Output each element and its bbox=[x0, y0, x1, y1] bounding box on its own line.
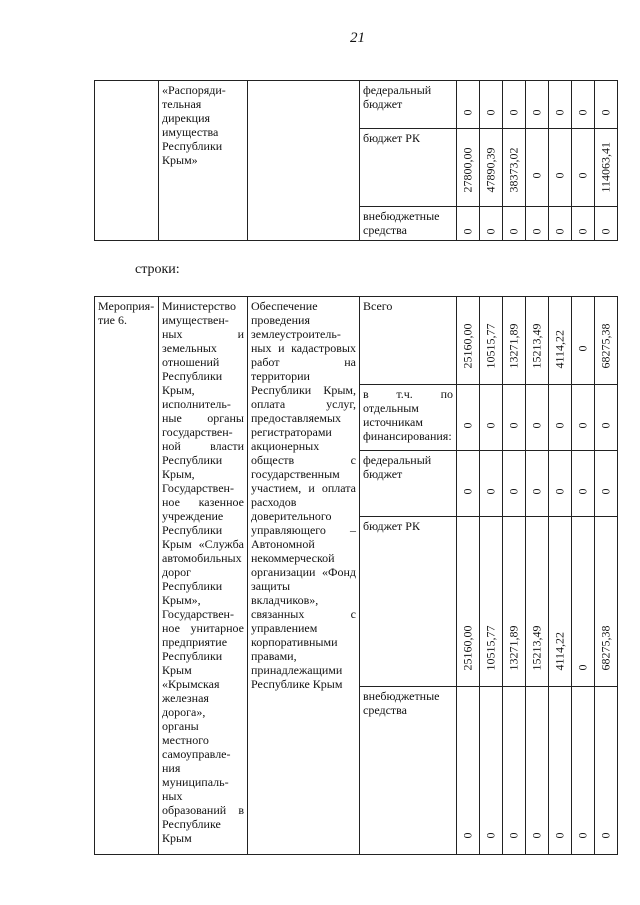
organization-cell bbox=[159, 81, 248, 241]
value: 15213,49 bbox=[529, 323, 544, 369]
source-cell bbox=[360, 207, 457, 241]
value-cell bbox=[480, 687, 503, 855]
value-cell bbox=[480, 517, 503, 687]
value-cell bbox=[480, 81, 503, 129]
value-cell bbox=[549, 129, 572, 207]
value-cell bbox=[503, 207, 526, 241]
value-cell bbox=[549, 297, 572, 385]
value: 10515,77 bbox=[483, 323, 498, 369]
organization-name: «Распоряди-тельная дирекция имущества Республики Крым» bbox=[162, 83, 226, 167]
value: 0 bbox=[506, 228, 521, 234]
value: 0 bbox=[483, 488, 498, 494]
value-cell bbox=[480, 207, 503, 241]
value: 0 bbox=[483, 422, 498, 428]
value: 0 bbox=[552, 172, 567, 178]
source-label: бюджет РК bbox=[363, 519, 420, 533]
value-cell bbox=[526, 297, 549, 385]
value: 0 bbox=[529, 109, 544, 115]
value: 0 bbox=[483, 228, 498, 234]
page-number: 21 bbox=[350, 30, 365, 46]
value: 0 bbox=[529, 422, 544, 428]
value-cell bbox=[572, 81, 595, 129]
value-cell bbox=[595, 451, 618, 517]
value: 0 bbox=[598, 228, 613, 234]
description-cell bbox=[248, 297, 360, 855]
value-cell bbox=[503, 81, 526, 129]
value: 0 bbox=[460, 488, 475, 494]
source-cell bbox=[360, 517, 457, 687]
value-cell bbox=[503, 385, 526, 451]
value-cell bbox=[595, 129, 618, 207]
value: 10515,77 bbox=[483, 625, 498, 671]
value-cell bbox=[572, 297, 595, 385]
value: 0 bbox=[529, 832, 544, 839]
value: 68275,38 bbox=[598, 323, 613, 369]
value: 4114,22 bbox=[552, 631, 567, 671]
value: 0 bbox=[598, 422, 613, 428]
value: 0 bbox=[575, 228, 590, 234]
value: 0 bbox=[552, 228, 567, 234]
value-cell bbox=[572, 129, 595, 207]
value-cell bbox=[595, 297, 618, 385]
value: 0 bbox=[483, 109, 498, 115]
source-cell bbox=[360, 81, 457, 129]
description-text: Обеспечение проведения землеустроитель-ных и кадастровых работ на территории Республики Крым, оплата услуг, предоставляемых регистраторами акционерных обществ с государственным участием, и оплата расходов доверительного управляющего – Автономной некоммерческой организации «Фонд защиты вкладчиков», связанных с управлением корпоративными правами, принадлежащими Республике Крым bbox=[251, 299, 356, 691]
value-cell bbox=[572, 687, 595, 855]
source-label: федеральный бюджет bbox=[363, 83, 432, 111]
value-cell bbox=[526, 451, 549, 517]
source-label: в т.ч. по отдельным источникам финансирования: bbox=[363, 387, 453, 443]
source-cell bbox=[360, 297, 457, 385]
value-cell bbox=[526, 129, 549, 207]
source-cell bbox=[360, 129, 457, 207]
value-cell bbox=[572, 207, 595, 241]
value-cell bbox=[549, 687, 572, 855]
source-label: внебюджетные средства bbox=[363, 689, 440, 717]
value: 0 bbox=[460, 832, 475, 839]
value-cell bbox=[595, 207, 618, 241]
section-label: строки: bbox=[135, 262, 180, 277]
value: 27800,00 bbox=[460, 147, 475, 193]
source-cell bbox=[360, 451, 457, 517]
source-cell bbox=[360, 687, 457, 855]
value: 0 bbox=[598, 488, 613, 494]
value-cell bbox=[595, 517, 618, 687]
value: 0 bbox=[552, 422, 567, 428]
value-cell bbox=[549, 81, 572, 129]
value-cell bbox=[480, 385, 503, 451]
value-cell bbox=[457, 517, 480, 687]
value: 0 bbox=[575, 345, 590, 351]
empty-description-cell bbox=[248, 81, 360, 241]
value: 0 bbox=[460, 228, 475, 234]
value-cell bbox=[595, 385, 618, 451]
value-cell bbox=[526, 207, 549, 241]
value: 0 bbox=[552, 109, 567, 115]
value: 0 bbox=[506, 422, 521, 428]
value: 68275,38 bbox=[598, 625, 613, 671]
value-cell bbox=[526, 517, 549, 687]
value: 0 bbox=[506, 109, 521, 115]
value: 47890,39 bbox=[483, 147, 498, 193]
value-cell bbox=[457, 297, 480, 385]
source-label: Всего bbox=[363, 299, 393, 313]
value: 15213,49 bbox=[529, 625, 544, 671]
value: 0 bbox=[575, 664, 590, 671]
value: 0 bbox=[575, 422, 590, 428]
value-cell bbox=[572, 385, 595, 451]
value: 0 bbox=[506, 488, 521, 494]
value-cell bbox=[572, 451, 595, 517]
value-cell bbox=[457, 687, 480, 855]
value: 0 bbox=[575, 109, 590, 115]
source-cell bbox=[360, 385, 457, 451]
empty-measure-cell bbox=[95, 81, 159, 241]
value: 0 bbox=[575, 832, 590, 839]
value: 0 bbox=[598, 832, 613, 839]
value: 0 bbox=[506, 832, 521, 839]
value: 25160,00 bbox=[460, 323, 475, 369]
executors-cell bbox=[159, 297, 248, 855]
value: 0 bbox=[529, 488, 544, 494]
source-label: федеральный бюджет bbox=[363, 453, 432, 481]
value-cell bbox=[457, 451, 480, 517]
value: 0 bbox=[460, 109, 475, 115]
value-cell bbox=[457, 81, 480, 129]
value-cell bbox=[595, 687, 618, 855]
value-cell bbox=[526, 81, 549, 129]
value-cell bbox=[503, 297, 526, 385]
value: 0 bbox=[552, 832, 567, 839]
value-cell bbox=[549, 207, 572, 241]
budget-table-continued bbox=[94, 80, 618, 241]
executors-text: Министерство имуществен-ных и земельных отношений Республики Крым, исполнитель-ные органы государствен-ной власти Республики Крым, Государствен-ное казенное учреждение Республики Крым «Служба автомобильных дорог Республики Крым», Государствен-ное унитарное предприятие Республики Крым «Крымская железная дорога», органы местного самоуправле-ния муниципаль-ных образований в Республике Крым bbox=[162, 299, 244, 845]
value-cell bbox=[549, 385, 572, 451]
value: 0 bbox=[483, 832, 498, 839]
measure-name: Мероприя-тие 6. bbox=[98, 299, 155, 327]
source-label: внебюджетные средства bbox=[363, 209, 440, 237]
budget-table-measure-6 bbox=[94, 296, 618, 855]
measure-cell bbox=[95, 297, 159, 855]
value: 25160,00 bbox=[460, 625, 475, 671]
value: 0 bbox=[529, 228, 544, 234]
value: 13271,89 bbox=[506, 625, 521, 671]
value: 0 bbox=[575, 488, 590, 494]
value: 0 bbox=[598, 109, 613, 115]
value-cell bbox=[480, 451, 503, 517]
value-cell bbox=[549, 451, 572, 517]
value-cell bbox=[457, 129, 480, 207]
value-cell bbox=[595, 81, 618, 129]
value: 0 bbox=[460, 422, 475, 428]
value: 0 bbox=[552, 488, 567, 494]
value-cell bbox=[480, 297, 503, 385]
value-cell bbox=[526, 687, 549, 855]
value-cell bbox=[503, 451, 526, 517]
value-cell bbox=[457, 207, 480, 241]
value-cell bbox=[549, 517, 572, 687]
value: 0 bbox=[529, 172, 544, 178]
value-cell bbox=[526, 385, 549, 451]
value: 114063,41 bbox=[598, 141, 613, 193]
value-cell bbox=[503, 687, 526, 855]
value: 4114,22 bbox=[552, 329, 567, 369]
value: 0 bbox=[575, 172, 590, 178]
source-label: бюджет РК bbox=[363, 131, 420, 145]
value: 38373,02 bbox=[506, 147, 521, 193]
value-cell bbox=[480, 129, 503, 207]
value-cell bbox=[572, 517, 595, 687]
value-cell bbox=[503, 517, 526, 687]
value: 13271,89 bbox=[506, 323, 521, 369]
value-cell bbox=[457, 385, 480, 451]
value-cell bbox=[503, 129, 526, 207]
